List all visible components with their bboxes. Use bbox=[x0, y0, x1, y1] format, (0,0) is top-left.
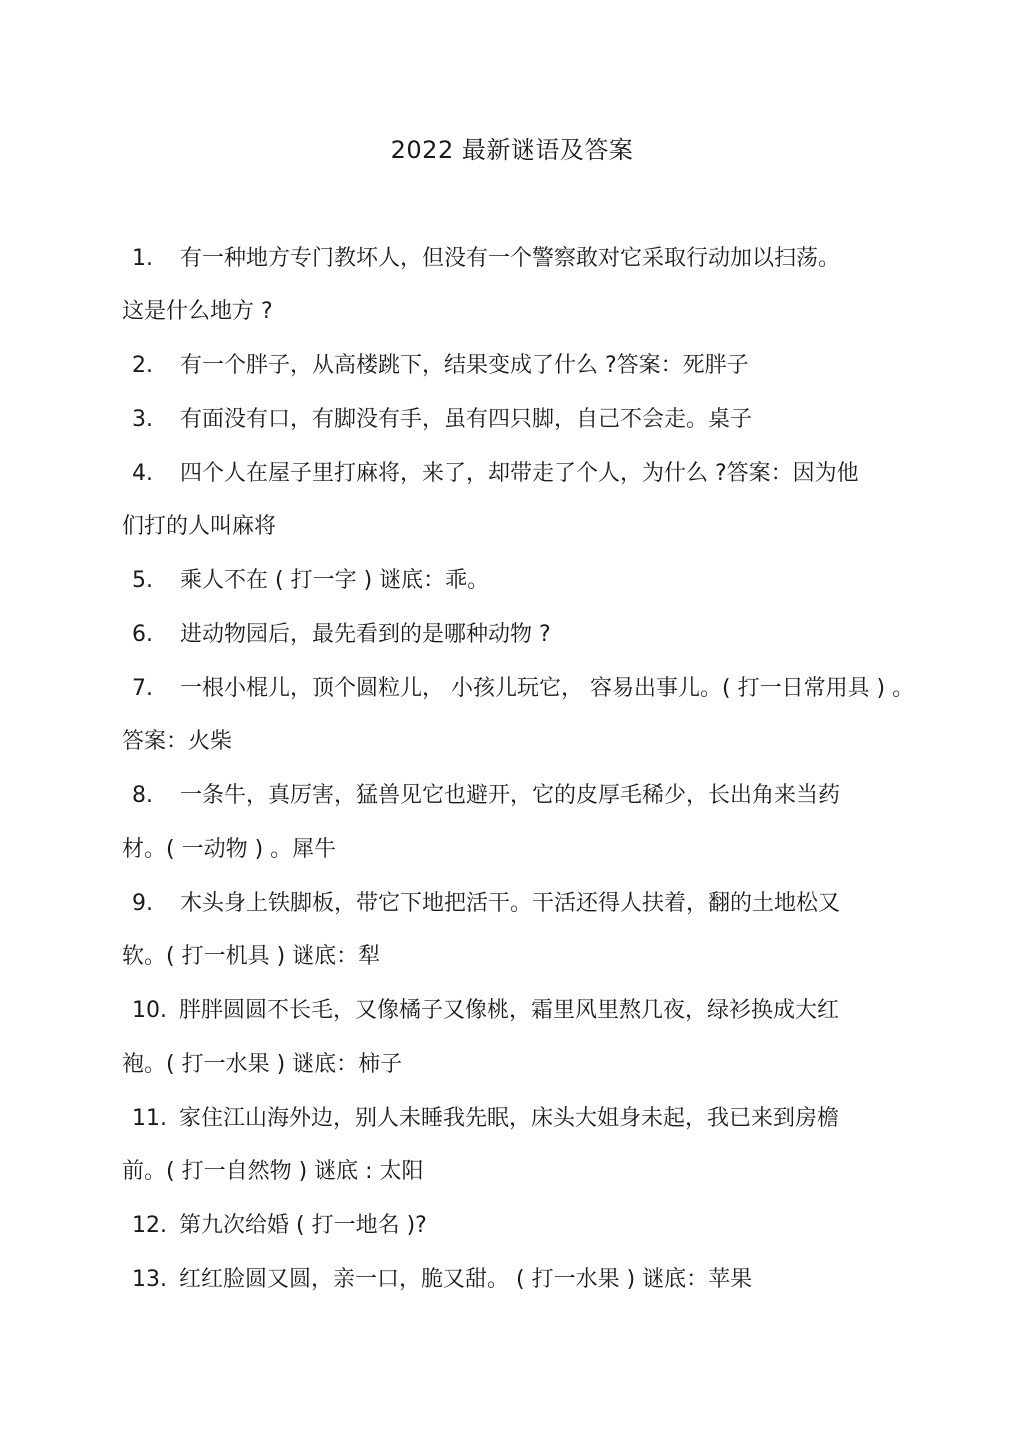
riddle-text: 有面没有口，有脚没有手，虽有四只脚，自己不会走。桌子 bbox=[180, 407, 753, 432]
riddle-6-line-1 bbox=[132, 620, 551, 650]
riddle-10-line-1 bbox=[132, 996, 839, 1026]
riddle-text: 家住江山海外边，别人未睡我先眠，床头大姐身未起，我已来到房檐 bbox=[179, 1106, 840, 1131]
riddle-text: 乘人不在 ( 打一字 ) 谜底：乖。 bbox=[180, 568, 490, 593]
riddle-10-line-2: 袍。( 打一水果 ) 谜底：柿子 bbox=[122, 1052, 403, 1077]
riddle-8-line-1 bbox=[132, 781, 840, 811]
riddle-text: 进动物园后，最先看到的是哪种动物 ? bbox=[180, 622, 551, 647]
riddle-number: 11. bbox=[132, 1106, 167, 1131]
riddle-1-line-2: 这是什么地方 ? bbox=[122, 299, 273, 324]
riddle-7-line-2: 答案：火柴 bbox=[122, 729, 233, 754]
riddle-4-line-2: 们打的人叫麻将 bbox=[122, 514, 277, 539]
riddle-11-line-1 bbox=[132, 1104, 839, 1134]
riddle-text: 红红脸圆又圆，亲一口，脆又甜。 ( 打一水果 ) 谜底：苹果 bbox=[179, 1267, 753, 1292]
riddle-2-line-1 bbox=[132, 351, 749, 381]
riddle-text: 一根小棍儿，顶个圆粒儿， 小孩儿玩它， 容易出事儿。( 打一日常用具 ) 。 bbox=[180, 676, 915, 701]
riddle-12-line-1 bbox=[132, 1211, 427, 1241]
riddle-text: 有一种地方专门教坏人，但没有一个警察敢对它采取行动加以扫荡。 bbox=[180, 246, 841, 271]
riddle-13-line-1 bbox=[132, 1265, 752, 1295]
riddle-9-line-1 bbox=[132, 889, 840, 919]
riddle-number: 3. bbox=[132, 407, 153, 432]
riddle-3-line-1 bbox=[132, 405, 752, 435]
riddle-number: 9. bbox=[132, 891, 153, 916]
riddle-number: 2. bbox=[132, 353, 153, 378]
riddle-text: 一条牛，真厉害，猛兽见它也避开，它的皮厚毛稀少，长出角来当药 bbox=[180, 783, 841, 808]
riddle-4-line-1 bbox=[132, 459, 859, 489]
riddle-text: 有一个胖子，从高楼跳下，结果变成了什么 ?答案：死胖子 bbox=[180, 353, 749, 378]
riddle-9-line-2: 软。( 打一机具 ) 谜底：犁 bbox=[122, 944, 381, 969]
riddle-1-line-1 bbox=[132, 244, 840, 274]
riddle-text: 四个人在屋子里打麻将，来了，却带走了个人，为什么 ?答案：因为他 bbox=[180, 461, 859, 486]
document-title: 2022 最新谜语及答案 bbox=[390, 136, 634, 164]
riddle-8-line-2: 材。( 一动物 ) 。犀牛 bbox=[122, 837, 337, 862]
riddle-number: 10. bbox=[132, 998, 167, 1023]
riddle-number: 7. bbox=[132, 676, 153, 701]
riddle-number: 13. bbox=[132, 1267, 167, 1292]
riddle-text: 胖胖圆圆不长毛，又像橘子又像桃，霜里风里熬几夜，绿衫换成大红 bbox=[179, 998, 840, 1023]
riddle-number: 12. bbox=[132, 1213, 167, 1238]
riddle-11-line-2: 前。( 打一自然物 ) 谜底 : 太阳 bbox=[122, 1159, 424, 1184]
riddle-5-line-1 bbox=[132, 566, 489, 596]
riddle-number: 5. bbox=[132, 568, 153, 593]
riddle-7-line-1 bbox=[132, 674, 914, 704]
riddle-number: 8. bbox=[132, 783, 153, 808]
riddle-number: 4. bbox=[132, 461, 153, 486]
riddle-text: 木头身上铁脚板，带它下地把活干。干活还得人扶着，翻的土地松又 bbox=[180, 891, 841, 916]
riddle-number: 6. bbox=[132, 622, 153, 647]
riddle-text: 第九次给婚 ( 打一地名 )? bbox=[179, 1213, 427, 1238]
riddle-number: 1. bbox=[132, 246, 153, 271]
